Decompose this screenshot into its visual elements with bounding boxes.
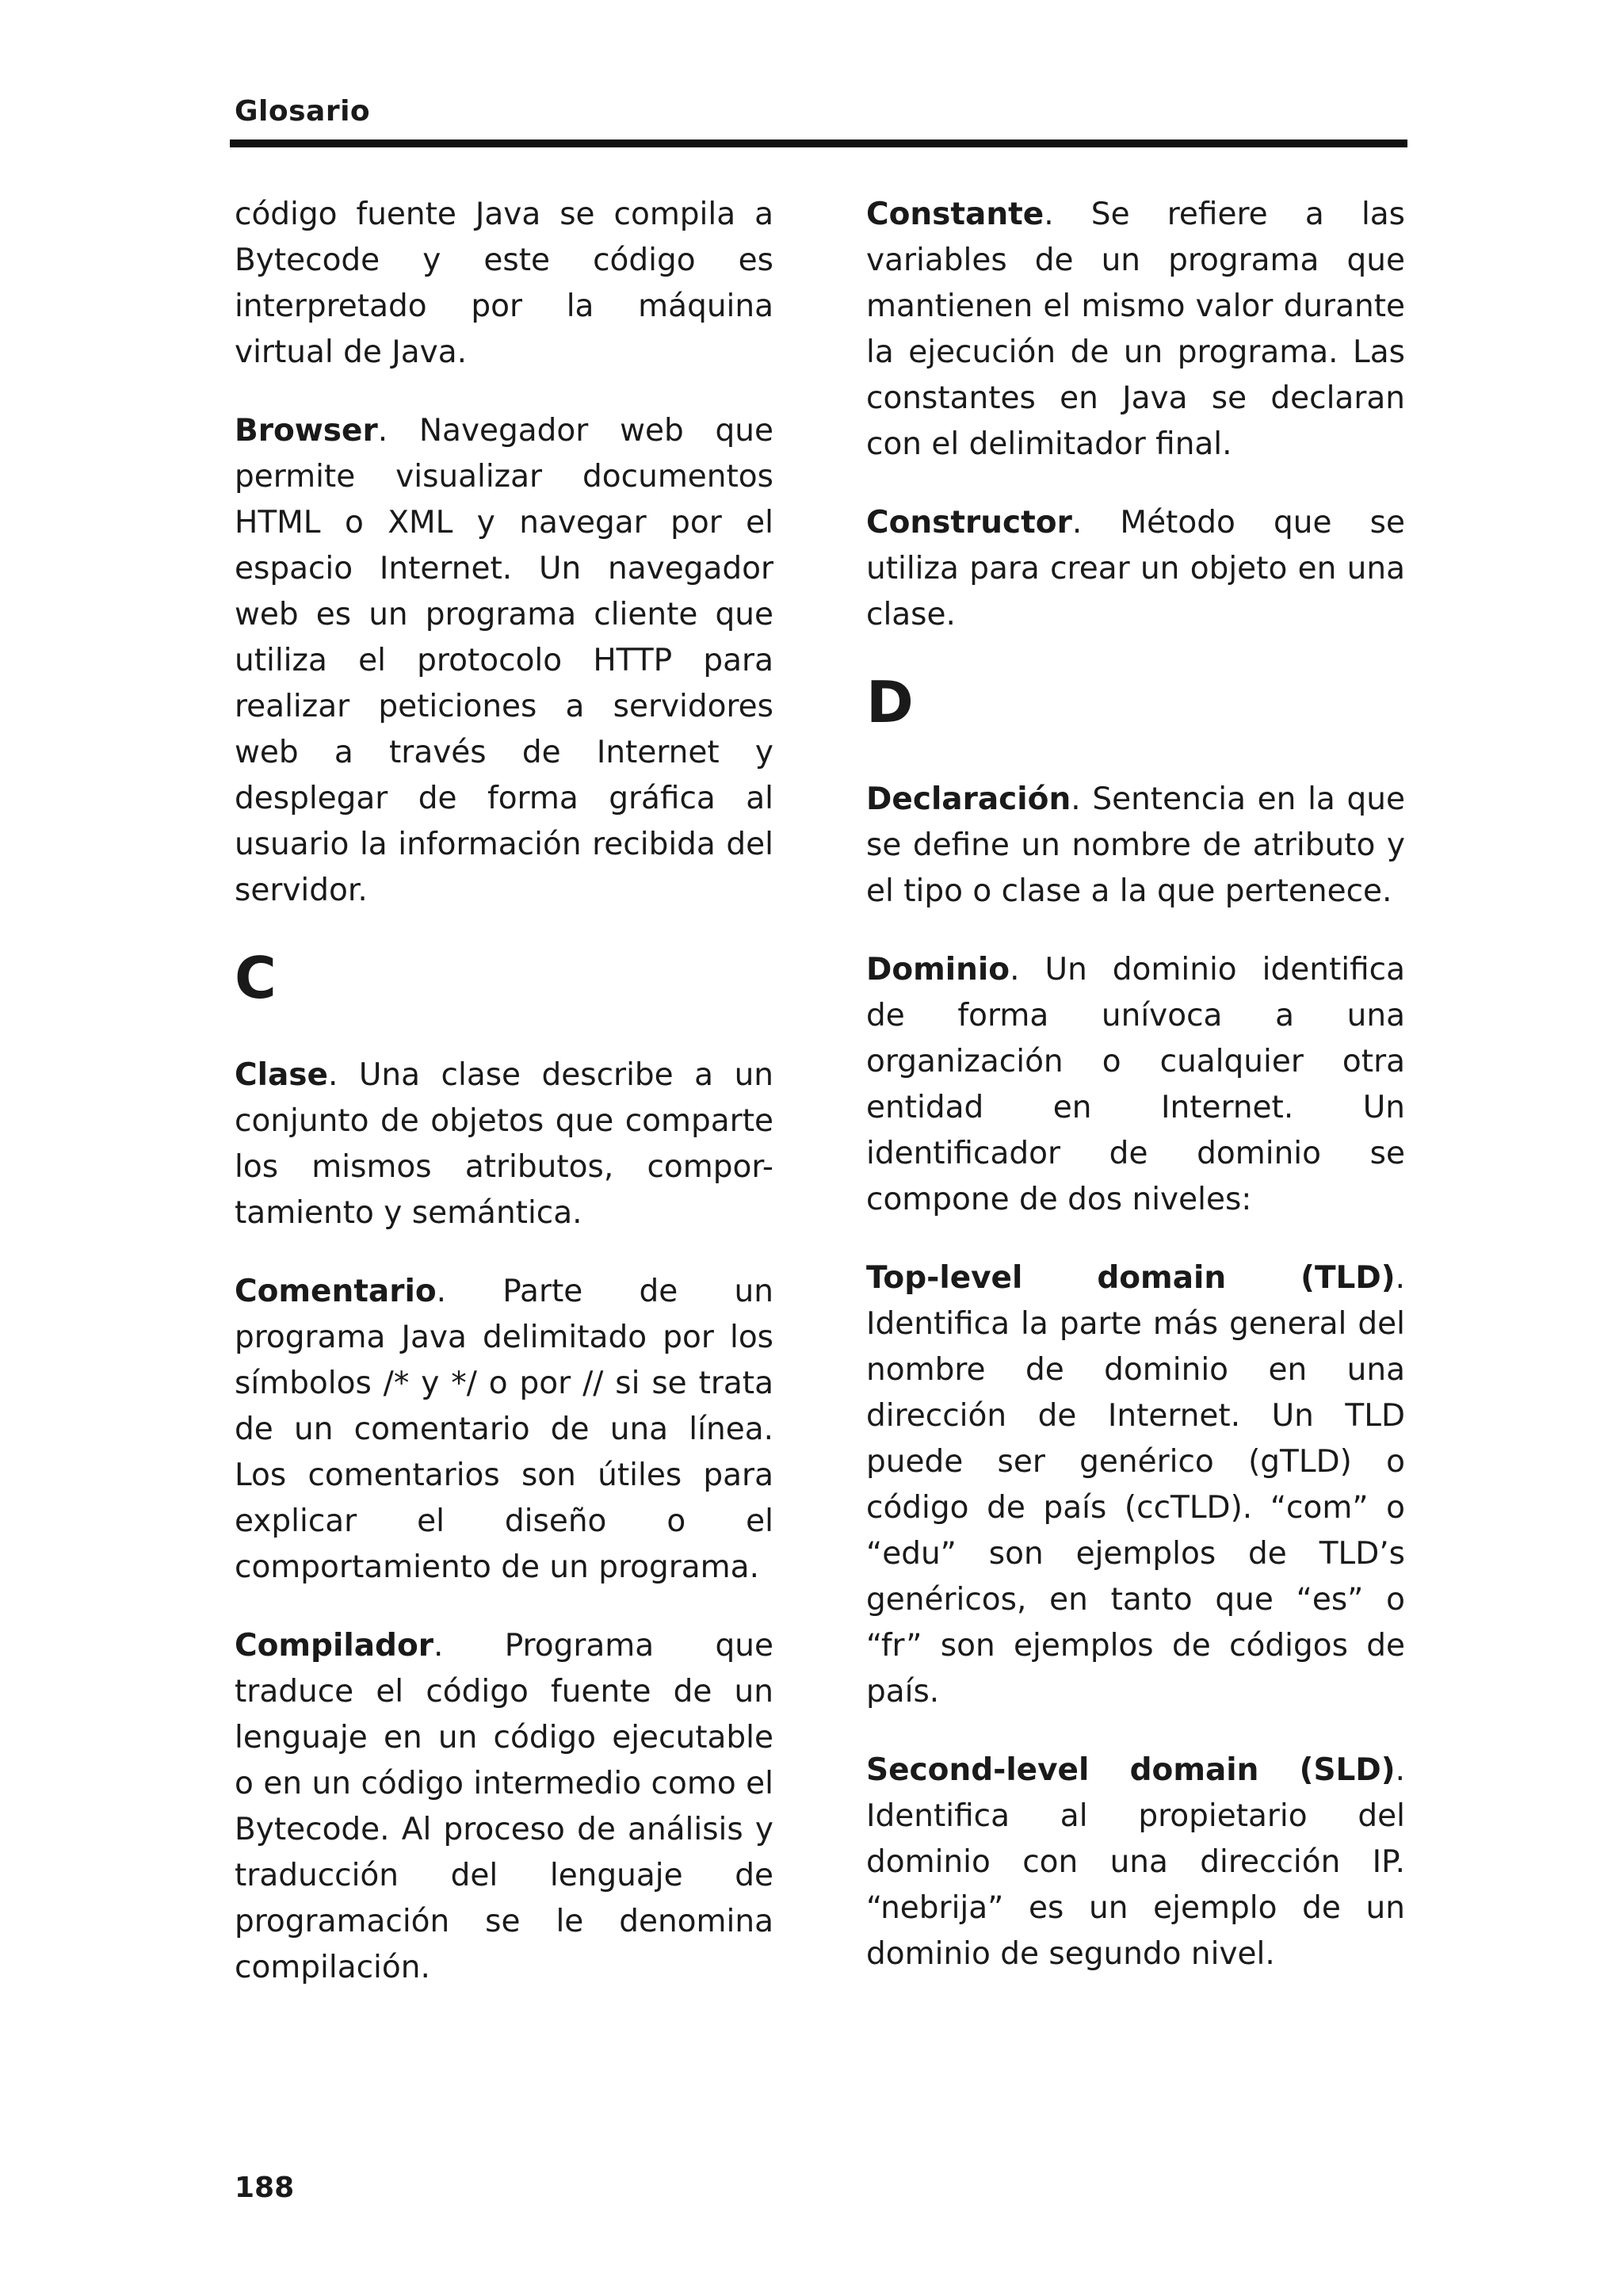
entry-compilador: [235, 1623, 773, 1991]
left-column: [235, 192, 773, 2023]
entry-definition: . Método que se utiliza para crear un objeto en una clase.: [866, 505, 1405, 632]
entry-constante: [866, 192, 1405, 468]
entry-term: Constructor: [866, 505, 1072, 541]
entry-declaracion: [866, 777, 1405, 915]
entry-definition: . Se refiere a las variables de un programa que mantienen el mismo valor durante la ejecución de un programa. Las constantes en Java se declaran con el delimitador final.: [866, 197, 1405, 462]
entry-term: Declaración: [866, 781, 1071, 817]
page-number: 188: [235, 2172, 295, 2204]
entry-browser: [235, 408, 773, 914]
entry-term: Dominio: [866, 952, 1010, 988]
section-letter-d: D: [866, 669, 914, 735]
entry-term: Clase: [235, 1057, 328, 1093]
continued-entry-text: código fuente Java se compila a Bytecode y este código es interpretado por la máquina virtual de Java.: [235, 197, 773, 370]
entry-definition: . Parte de un programa Java delimitado por los símbolos /* y */ o por // si se trata de un comentario de una línea. Los comentarios son útiles para explicar el diseño o el comportamiento de un programa.: [235, 1274, 773, 1585]
section-letter-c: C: [235, 945, 277, 1011]
entry-definition: . Un dominio identifica de forma unívoca a una organización o cualquier otra entidad en Internet. Un identificador de dominio se compone de dos niveles:: [866, 952, 1405, 1217]
running-head-title: Glosario: [235, 95, 371, 128]
right-column: [866, 192, 1405, 2010]
entry-term: Second-level domain (SLD): [866, 1752, 1396, 1788]
entry-definition: . Navegador web que permite visualizar documentos HTML o XML y navegar por el espacio Internet. Un navegador web es un programa cliente que utiliza el protocolo HTTP para realizar peticiones a servidores web a través de Internet y desplegar de forma gráfica al usuario la información recibida del servidor.: [235, 413, 773, 908]
entry-definition: . Identifica al propietario del dominio con una dirección IP. “nebrija” es un ejemplo de un dominio de segundo nivel.: [866, 1752, 1405, 1972]
entry-definition: . Una clase describe a un conjunto de objetos que comparte los mismos atributos, compor-tamiento y semántica.: [235, 1057, 773, 1231]
header-rule: [230, 139, 1407, 147]
entry-term: Comentario: [235, 1274, 437, 1309]
entry-term: Constante: [866, 197, 1044, 232]
entry-term: Top-level domain (TLD): [866, 1260, 1396, 1296]
entry-dominio: [866, 947, 1405, 1223]
entry-term: Compilador: [235, 1628, 433, 1664]
entry-definition: . Programa que traduce el código fuente de un lenguaje en un código ejecutable o en un código intermedio como el Bytecode. Al proceso de análisis y traducción del lenguaje de programación se le denomina compilación.: [235, 1628, 773, 1985]
entry-top-level-domain: [866, 1255, 1405, 1715]
entry-term: Browser: [235, 413, 378, 449]
entry-comentario: [235, 1269, 773, 1591]
entry-clase: [235, 1052, 773, 1236]
entry-definition: . Identifica la parte más general del nombre de dominio en una dirección de Internet. Un TLD puede ser genérico (gTLD) o código de país (ccTLD). “com” o “edu” son ejemplos de TLD’s genéricos, en tanto que “es” o “fr” son ejemplos de códigos de país.: [866, 1260, 1405, 1710]
entry-second-level-domain: [866, 1748, 1405, 1977]
entry-definition: . Sentencia en la que se define un nombre de atributo y el tipo o clase a la que pertenece.: [866, 781, 1405, 909]
entry-constructor: [866, 500, 1405, 638]
